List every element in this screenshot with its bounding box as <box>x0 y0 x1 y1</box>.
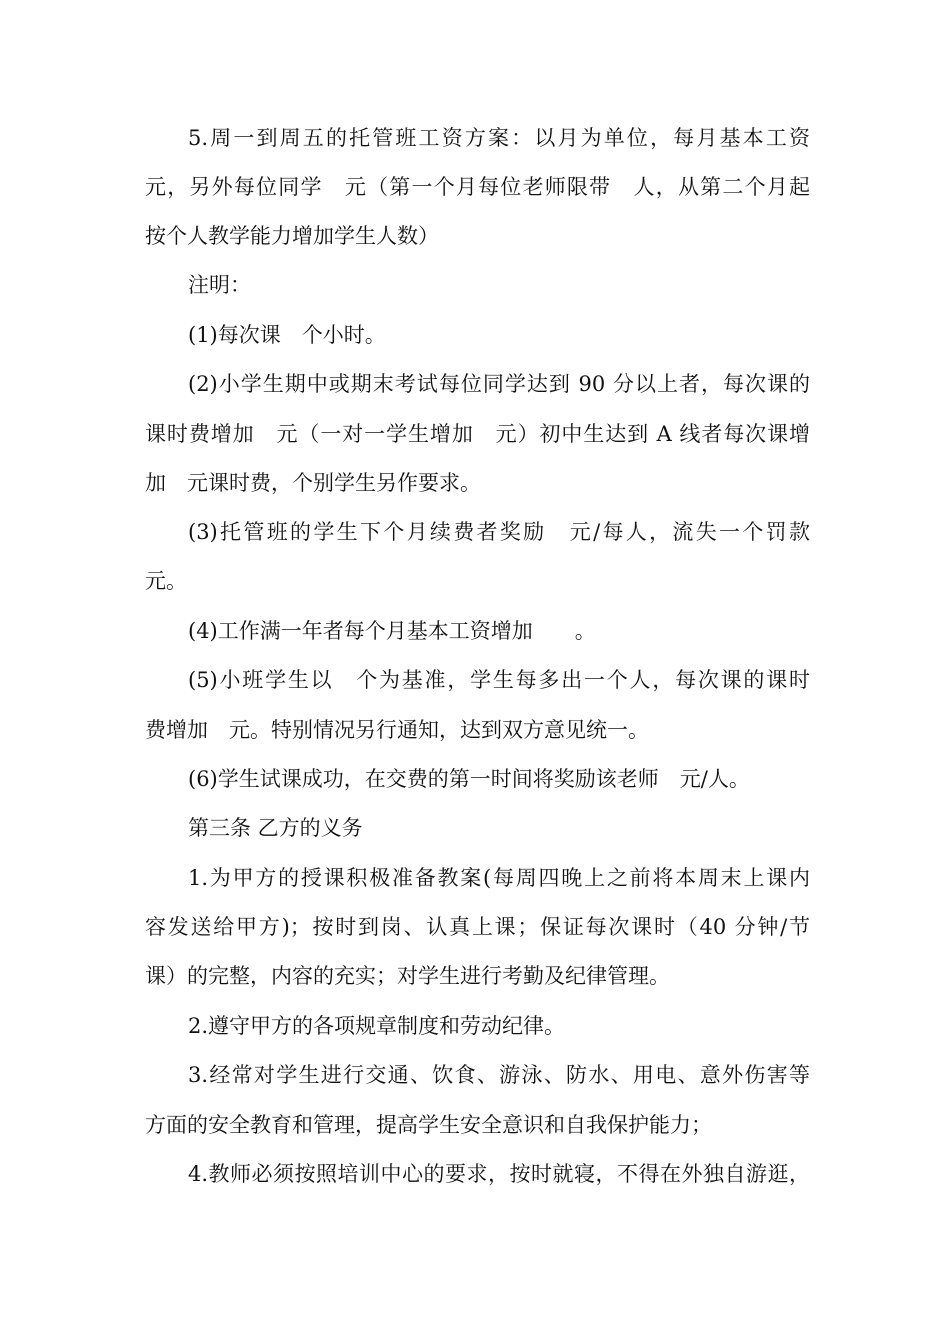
duty-1-line-1: 1.为甲方的授课积极准备教案(每周四晚上之前将本周末上课内 <box>188 866 810 890</box>
note-heading: 注明： <box>188 273 251 297</box>
note-item-5-line-1: (5)小班学生以 个为基准，学生每多出一个人，每次课的课时 <box>188 668 810 692</box>
note-item-2-line-3: 加 元课时费，个别学生另作要求。 <box>145 471 481 495</box>
duty-2: 2.遵守甲方的各项规章制度和劳动纪律。 <box>188 1014 566 1038</box>
paragraph-5-line-2: 元，另外每位同学 元（第一个月每位老师限带 人，从第二个月起 <box>145 175 810 199</box>
article-3-heading: 第三条 乙方的义务 <box>188 816 363 840</box>
note-item-5-line-2: 费增加 元。特别情况另行通知，达到双方意见统一。 <box>145 718 649 742</box>
paragraph-5-line-3: 按个人教学能力增加学生人数） <box>145 224 439 248</box>
duty-4-line-1: 4.教师必须按照培训中心的要求，按时就寝，不得在外独自游逛， <box>188 1162 810 1186</box>
note-item-3-line-1: (3)托管班的学生下个月续费者奖励 元/每人，流失一个罚款 <box>188 520 810 544</box>
duty-3-line-1: 3.经常对学生进行交通、饮食、游泳、防水、用电、意外伤害等 <box>188 1063 810 1087</box>
note-item-2-line-2: 课时费增加 元（一对一学生增加 元）初中生达到 A 线者每次课增 <box>145 422 810 446</box>
note-item-1: (1)每次课 个小时。 <box>188 323 386 347</box>
duty-1-line-2: 容发送给甲方)；按时到岗、认真上课；保证每次课时（40 分钟/节 <box>145 915 810 939</box>
note-item-4: (4)工作满一年者每个月基本工资增加 。 <box>188 619 596 643</box>
duty-1-line-3: 课）的完整，内容的充实；对学生进行考勤及纪律管理。 <box>145 964 670 988</box>
note-item-3-line-2: 元。 <box>145 569 187 593</box>
note-item-2-line-1: (2)小学生期中或期末考试每位同学达到 90 分以上者，每次课的 <box>188 372 810 396</box>
duty-3-line-2: 方面的安全教育和管理，提高学生安全意识和自我保护能力； <box>145 1113 712 1137</box>
paragraph-5-line-1: 5.周一到周五的托管班工资方案：以月为单位，每月基本工资 <box>188 126 810 150</box>
note-item-6: (6)学生试课成功，在交费的第一时间将奖励该老师 元/人。 <box>188 767 750 791</box>
